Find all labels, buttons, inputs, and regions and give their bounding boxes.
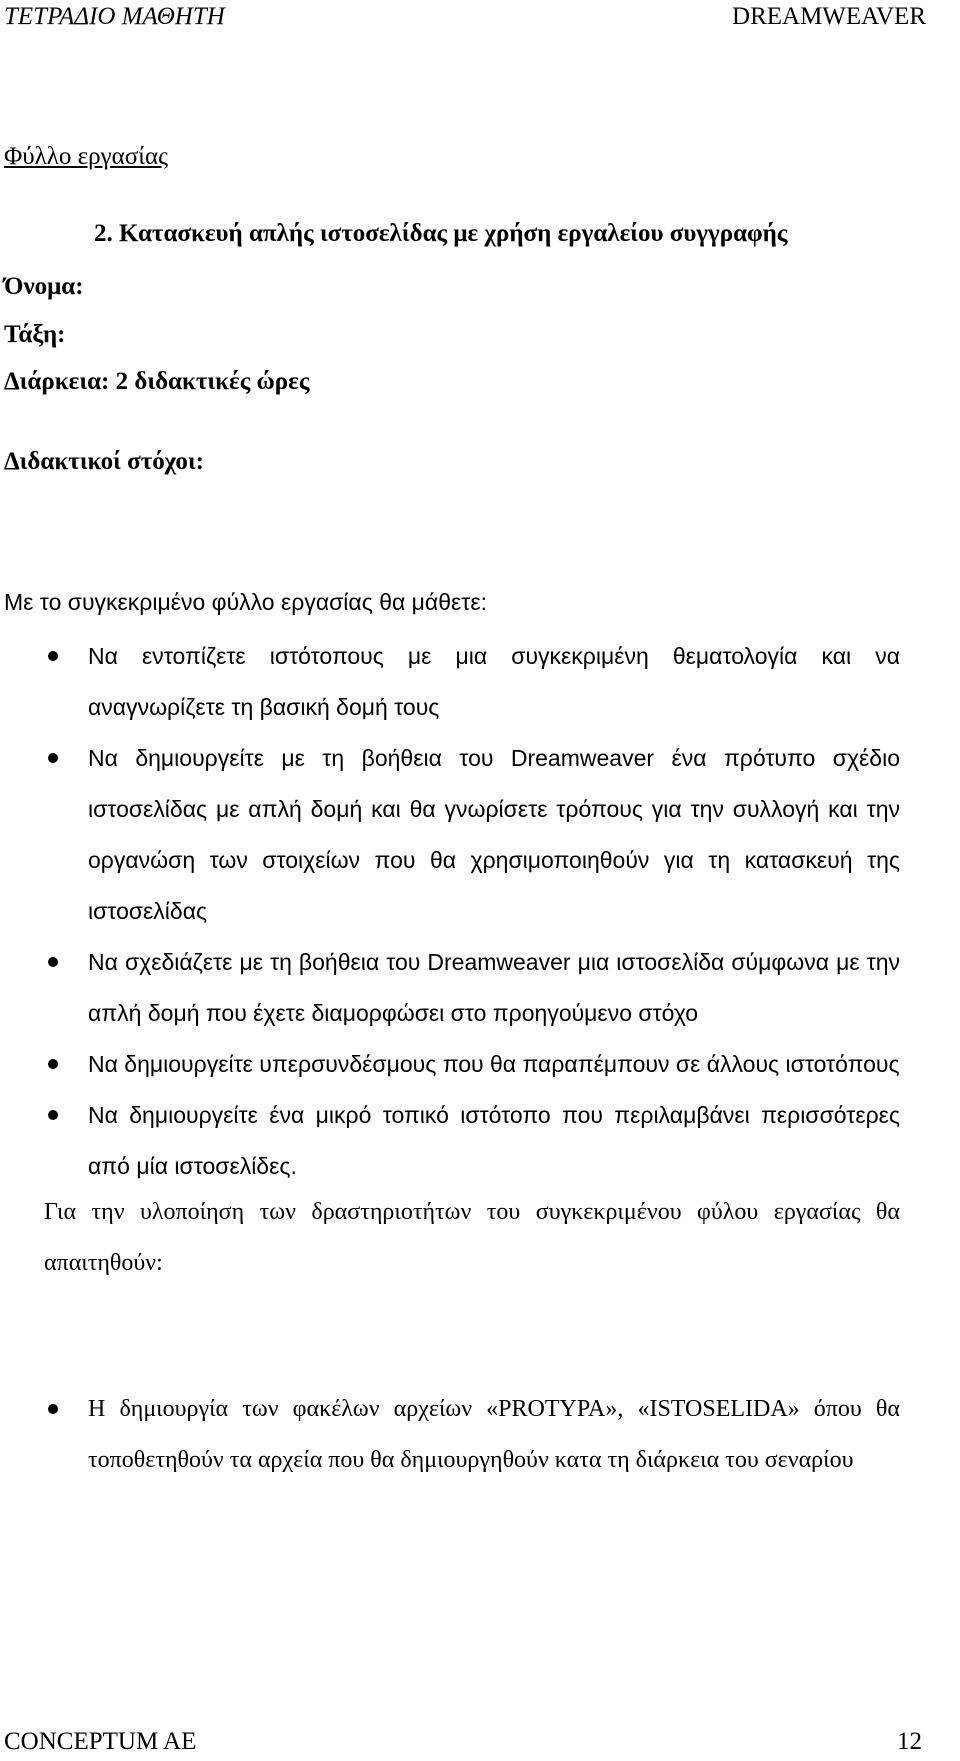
- name-field-label: Όνομα:: [4, 273, 84, 300]
- list-item: [48, 631, 900, 733]
- list-item: [48, 1090, 900, 1192]
- duration-label: Διάρκεια: 2 διδακτικές ώρες: [4, 368, 310, 395]
- bullet-icon: [48, 1110, 58, 1120]
- objectives-intro: Με το συγκεκριμένο φύλλο εργασίας θα μάθετε:: [4, 589, 487, 615]
- class-field-label: Τάξη:: [4, 321, 66, 348]
- footer-company: CONCEPTUM AE: [4, 1728, 197, 1755]
- bullet-icon: [48, 651, 58, 661]
- list-item-text: Να δημιουργείτε υπερσυνδέσμους που θα παραπέμπουν σε άλλους ιστοτόπους: [88, 1051, 900, 1077]
- list-item: [48, 733, 900, 937]
- page-title: 2. Κατασκευή απλής ιστοσελίδας με χρήση εργαλείου συγγραφής: [94, 220, 788, 247]
- requirements-list: [48, 1384, 900, 1486]
- list-item-text: Να εντοπίζετε ιστότοπους με μια συγκεκριμένη θεματολογία και να αναγνωρίζετε τη βασική δομή τους: [88, 643, 900, 720]
- header-title-left: ΤΕΤΡΑΔΙΟ ΜΑΘΗΤΗ: [4, 3, 225, 30]
- bullet-icon: [48, 957, 58, 967]
- list-item-text: Να δημιουργείτε με τη βοήθεια του Dreamweaver ένα πρότυπο σχέδιο ιστοσελίδας με απλή δομή και θα γνωρίσετε τρόπους για την συλλογή και την οργανώση των στοιχείων που θα χρησιμοποιηθούν για τη κατασκευή της ιστοσελίδας: [88, 745, 900, 924]
- list-item: [48, 1039, 900, 1090]
- page-number: 12: [897, 1728, 922, 1755]
- list-item-text: Να δημιουργείτε ένα μικρό τοπικό ιστότοπο που περιλαμβάνει περισσότερες από μία ιστοσελίδες.: [88, 1102, 900, 1179]
- bullet-icon: [48, 1059, 58, 1069]
- objectives-list: [48, 631, 900, 1192]
- bullet-icon: [48, 753, 58, 763]
- list-item: [48, 937, 900, 1039]
- worksheet-label: Φύλλο εργασίας: [4, 143, 168, 170]
- bullet-icon: [48, 1404, 58, 1414]
- list-item: [48, 1384, 900, 1486]
- list-item-text: Η δημιουργία των φακέλων αρχείων «PROTYPA», «ISTOSELIDA» όπου θα τοποθετηθούν τα αρχεία που θα δημιουργηθούν κατα τη διάρκεια του σεναρίου: [88, 1396, 900, 1473]
- requirements-intro: Για την υλοποίηση των δραστηριοτήτων του συγκεκριμένου φύλου εργασίας θα απαιτηθούν:: [44, 1199, 900, 1276]
- header-title-right: DREAMWEAVER: [732, 3, 926, 30]
- objectives-heading: Διδακτικοί στόχοι:: [4, 448, 204, 475]
- list-item-text: Να σχεδιάζετε με τη βοήθεια του Dreamweaver μια ιστοσελίδα σύμφωνα με την απλή δομή που έχετε διαμορφώσει στο προηγούμενο στόχο: [88, 949, 900, 1026]
